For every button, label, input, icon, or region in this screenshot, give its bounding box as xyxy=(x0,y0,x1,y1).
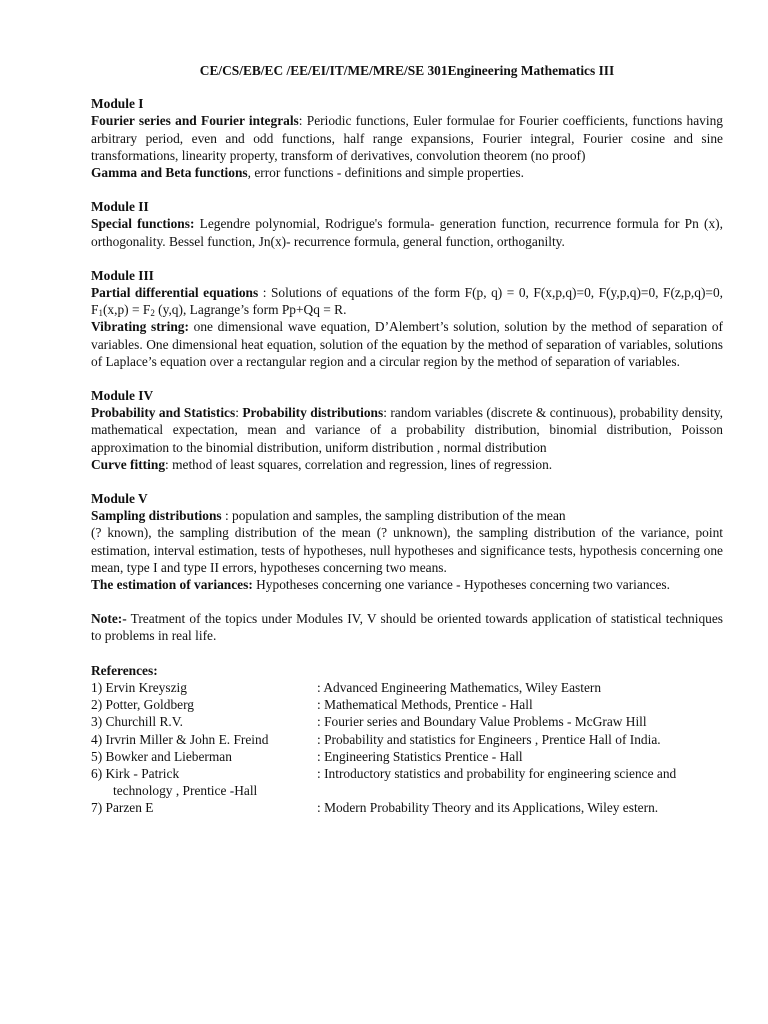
reference-item xyxy=(91,748,723,765)
references-heading: References: xyxy=(91,662,158,678)
topic-label: Probability distributions xyxy=(242,405,384,421)
topic-text: method of least squares, correlation and regression, lines of regression. xyxy=(172,456,553,472)
separator: , xyxy=(247,165,255,181)
topic-label: Gamma and Beta functions xyxy=(91,165,248,181)
module-heading: Module IV xyxy=(91,388,154,404)
reference-author: Potter, Goldberg xyxy=(105,697,194,713)
topic-text: (? known), the sampling distribution of the mean (? unknown), the sampling distribution of the variance, point estimation, interval estimation, tests of hypotheses, null hypotheses and significance tests, hypothesis concerning one mean, type I and type II errors, hypotheses concerning two means. xyxy=(91,525,723,575)
topic-label: Special functions: xyxy=(91,216,195,232)
reference-work: : Probability and statistics for Engineers , Prentice Hall of India. xyxy=(317,731,661,747)
topic-label: Probability and Statistics xyxy=(91,405,236,421)
reference-work: : Advanced Engineering Mathematics, Wiley Eastern xyxy=(317,679,602,695)
page-title: CE/CS/EB/EC /EE/EI/IT/ME/MRE/SE 301Engineering Mathematics III xyxy=(199,63,615,78)
module-heading: Module V xyxy=(91,491,148,507)
reference-item-continuation xyxy=(91,782,723,799)
reference-item xyxy=(91,765,723,782)
topic-text: Hypotheses concerning one variance - Hypotheses concerning two variances. xyxy=(256,577,670,593)
topic-text: error functions - definitions and simple properties. xyxy=(254,165,524,181)
separator: : xyxy=(221,508,233,524)
reference-work: : Modern Probability Theory and its Applications, Wiley estern. xyxy=(317,800,659,816)
topic-text: random variables (discrete & continuous), probability density, mathematical expectation, mean and variance of a probability distribution, binomial distribution, Poisson approximation to the binomial distribution, uniform distribution , normal distribution xyxy=(91,405,724,455)
reference-continuation: technology , Prentice -Hall xyxy=(113,783,258,799)
topic-text: (y,q), Lagrange’s form Pp+Qq = R. xyxy=(154,302,347,318)
reference-work: : Introductory statistics and probability for engineering science and xyxy=(317,765,677,781)
topic-label: The estimation of variances: xyxy=(91,577,253,593)
reference-author: Churchill R.V. xyxy=(105,714,184,730)
module-paragraph xyxy=(91,284,723,318)
reference-number: 4) xyxy=(91,731,103,747)
reference-item xyxy=(91,679,723,696)
reference-number: 3) xyxy=(91,714,103,730)
topic-text: (x,p) = F xyxy=(102,302,151,318)
module-paragraph xyxy=(91,507,723,524)
module-paragraph xyxy=(91,456,723,473)
reference-number: 7) xyxy=(91,800,103,816)
reference-author: Kirk - Patrick xyxy=(105,765,180,781)
module-paragraph xyxy=(91,164,723,181)
module-heading: Module I xyxy=(91,96,144,112)
references-list xyxy=(91,679,723,817)
module-paragraph xyxy=(91,404,723,456)
topic-label: Partial differential equations xyxy=(91,285,259,301)
reference-author: Irvrin Miller & John E. Freind xyxy=(105,731,269,747)
subscript: 2 xyxy=(150,308,155,319)
reference-number: 6) xyxy=(91,765,103,781)
separator: : xyxy=(298,113,307,129)
reference-author: Ervin Kreyszig xyxy=(105,679,187,695)
reference-work: : Fourier series and Boundary Value Problems - McGraw Hill xyxy=(317,714,647,730)
note-paragraph xyxy=(91,610,723,644)
reference-item xyxy=(91,696,723,713)
syllabus-page xyxy=(91,62,723,817)
note-text: Treatment of the topics under Modules IV, V should be oriented towards application of statistical techniques to problems in real life. xyxy=(91,611,723,644)
separator: : xyxy=(235,405,243,421)
module-paragraph xyxy=(91,215,723,249)
reference-item xyxy=(91,731,723,748)
reference-item xyxy=(91,713,723,730)
reference-work: : Mathematical Methods, Prentice - Hall xyxy=(317,697,533,713)
separator: : xyxy=(383,405,391,421)
reference-author: Parzen E xyxy=(105,800,154,816)
topic-text: Legendre polynomial, Rodrigue's formula- generation function, recurrence formula for Pn (x), orthogonality. Bessel function, Jn(x)- recurrence formula, general function, orthoganilty. xyxy=(91,216,723,249)
reference-work: : Engineering Statistics Prentice - Hall xyxy=(317,748,523,764)
module-paragraph xyxy=(91,524,723,576)
subscript: 1 xyxy=(98,308,103,319)
topic-text: population and samples, the sampling distribution of the mean xyxy=(232,508,566,524)
module-paragraph xyxy=(91,112,723,164)
separator: : xyxy=(258,285,271,301)
topic-text: Periodic functions, Euler formulae for Fourier coefficients, functions having arbitrary period, even and odd functions, half range expansions, Fourier integral, Fourier cosine and sine transformations, linearity property, transform of derivatives, convolution theorem (no proof) xyxy=(91,113,723,163)
module-paragraph xyxy=(91,576,723,593)
topic-text: one dimensional wave equation, D’Alembert’s solution, solution by the method of separation of variables. One dimensional heat equation, solution of the equation by the method of separation of variables, solutions of Laplace’s equation over a rectangular region and a circular region by the method of separation of variables. xyxy=(91,319,723,369)
reference-number: 2) xyxy=(91,697,103,713)
topic-text: Solutions of equations of the form F(p, q) = 0, F(x,p,q)=0, F(y,p,q)=0, F(z,p,q)=0, F xyxy=(91,285,723,318)
reference-author: Bowker and Lieberman xyxy=(105,748,232,764)
module-heading: Module II xyxy=(91,199,149,215)
reference-item xyxy=(91,799,723,816)
topic-label: Curve fitting xyxy=(91,456,166,472)
separator: : xyxy=(165,456,173,472)
module-paragraph xyxy=(91,318,723,370)
reference-number: 5) xyxy=(91,748,103,764)
reference-number: 1) xyxy=(91,679,103,695)
topic-label: Vibrating string: xyxy=(91,319,189,335)
topic-label: Sampling distributions xyxy=(91,508,222,524)
topic-label: Fourier series and Fourier integrals xyxy=(91,113,299,129)
note-label: Note:- xyxy=(91,611,127,627)
module-heading: Module III xyxy=(91,267,154,283)
